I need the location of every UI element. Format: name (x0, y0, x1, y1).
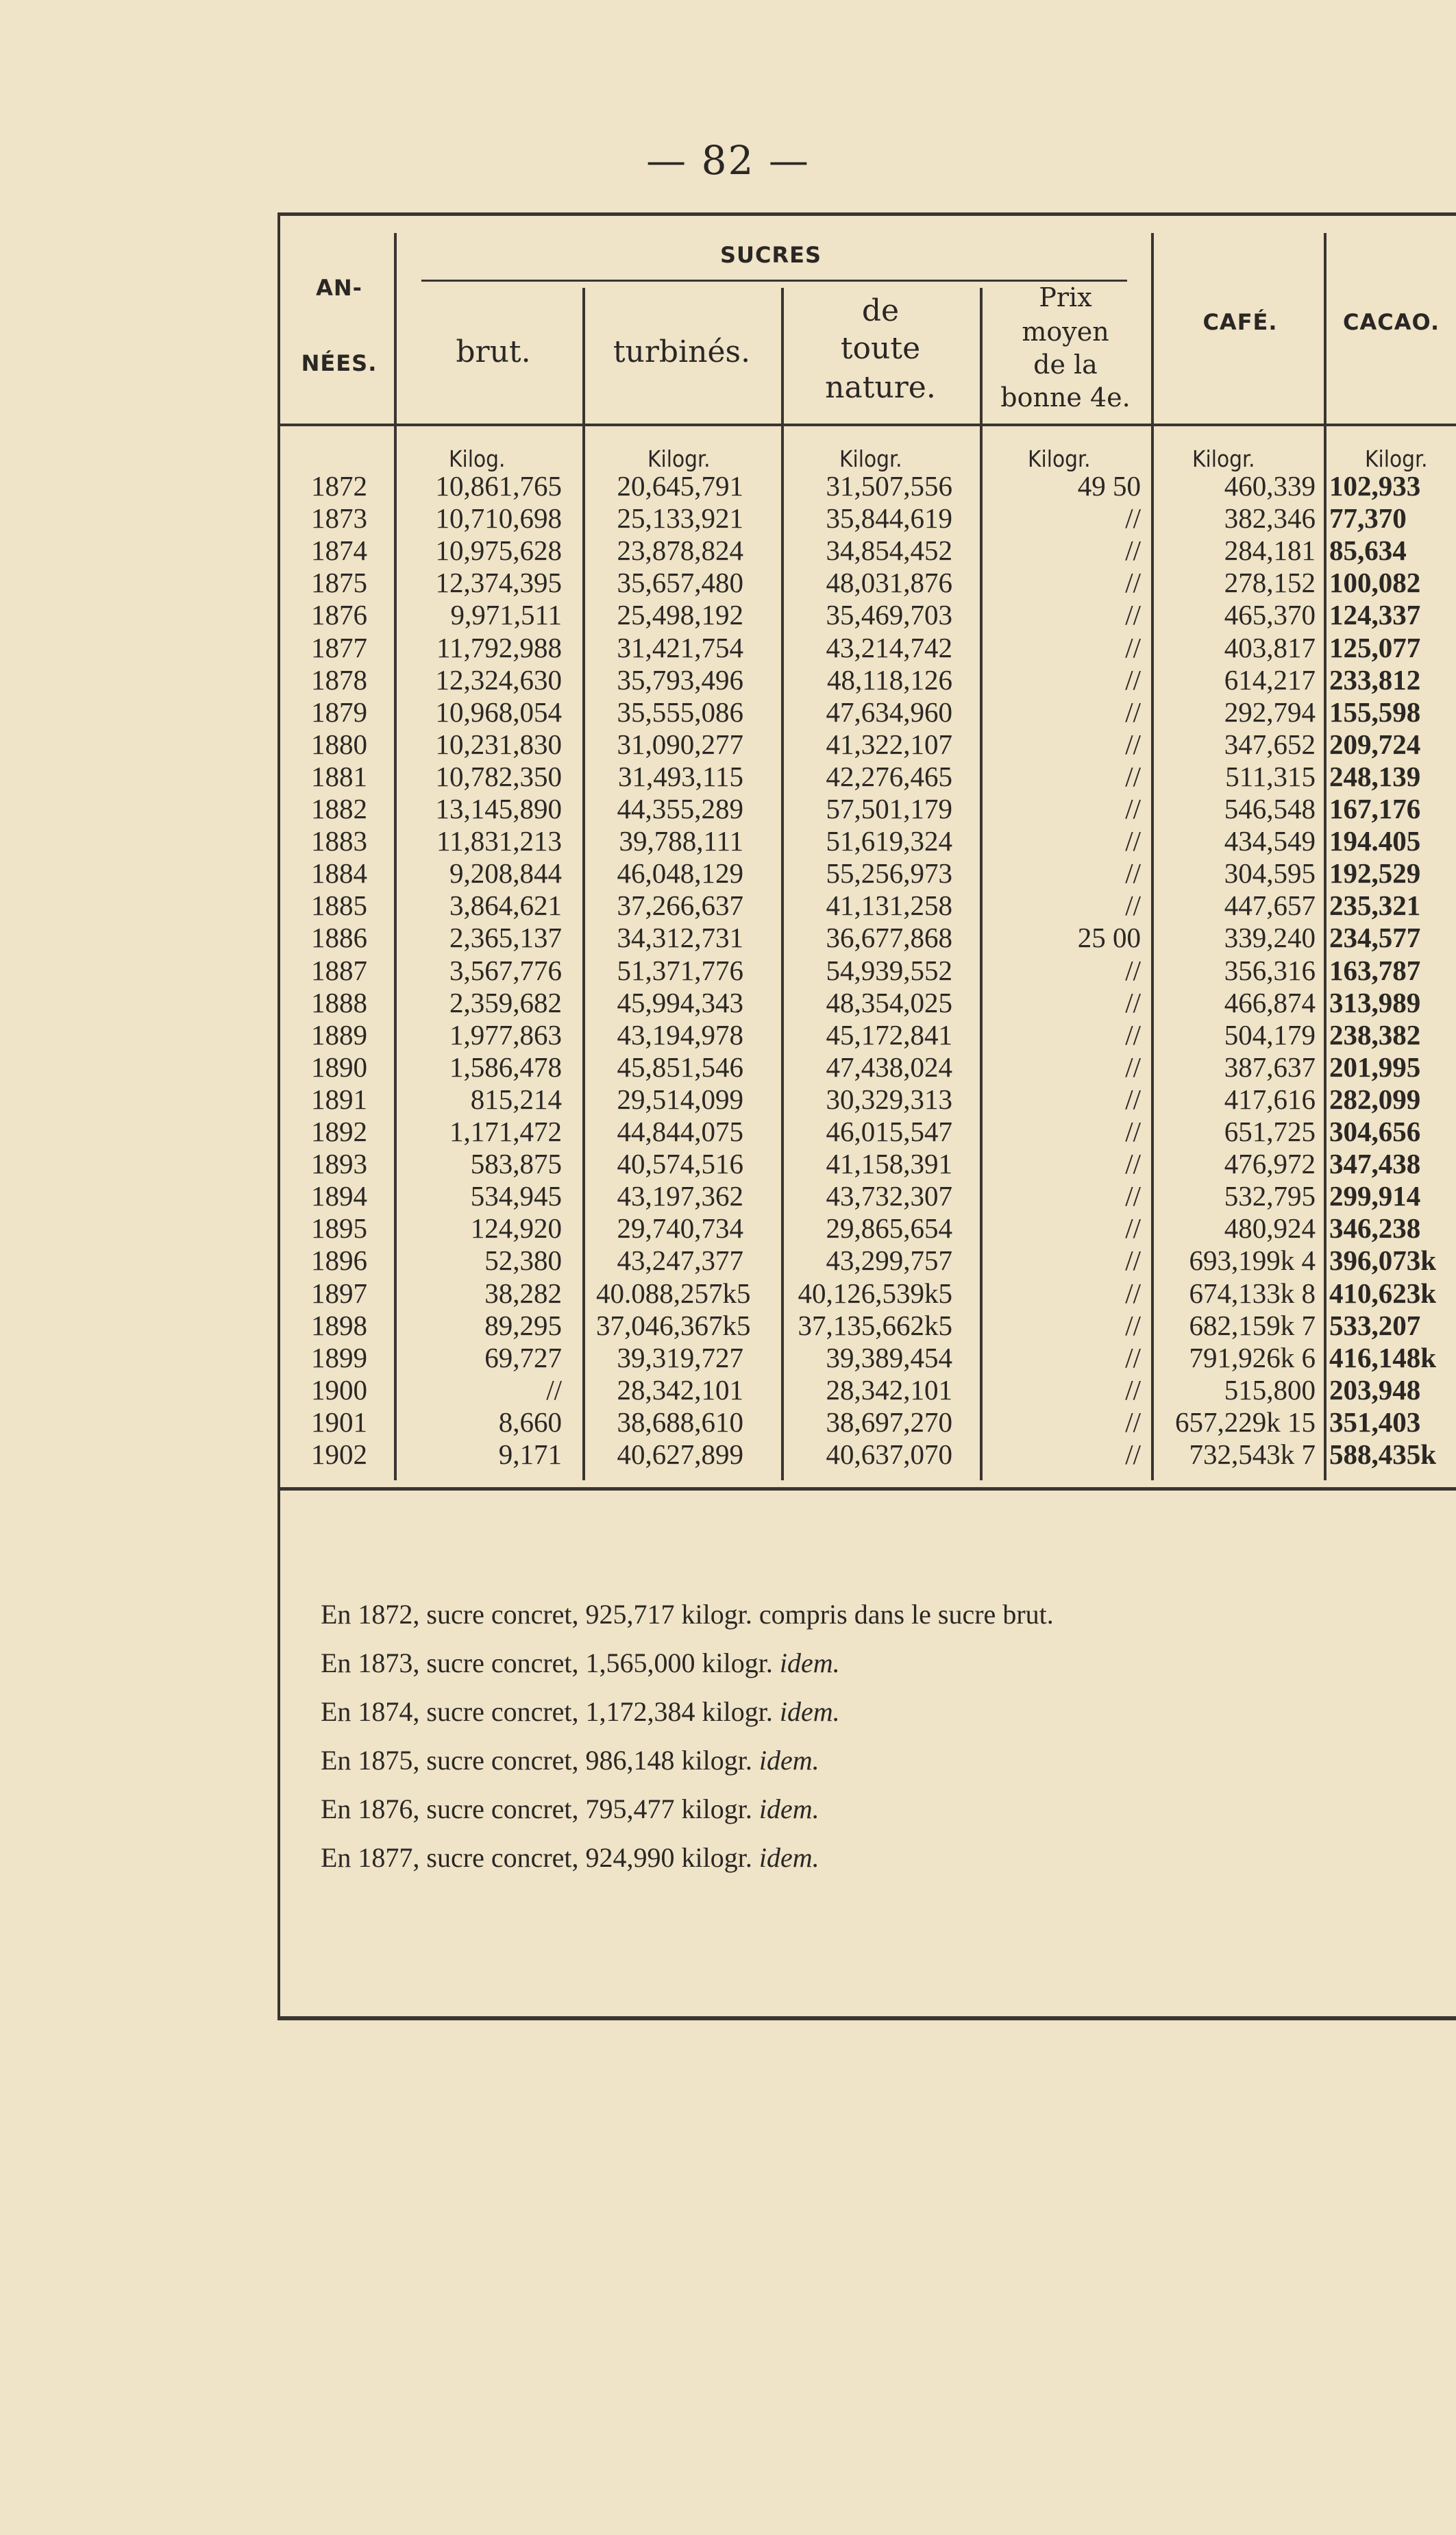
cell-cacao: 85,634 (1329, 535, 1407, 567)
footnote-emphasis: idem. (758, 1842, 819, 1873)
table-row (0, 955, 1456, 987)
table-row (0, 599, 1456, 631)
footnote-line (321, 1736, 1054, 1785)
cell-cafe: 356,316 (1224, 954, 1316, 986)
cell-prix: 49 50 (1077, 470, 1141, 502)
cell-turbines: 35,793,496 (617, 663, 743, 696)
table-row (0, 535, 1456, 567)
cell-turbines: 31,421,754 (617, 631, 743, 663)
footnote-text: En 1876, sucre concret, 795,477 kilogr. (321, 1793, 759, 1824)
cell-cacao: 100,082 (1329, 567, 1421, 599)
table-row (0, 502, 1456, 535)
footnote-line (321, 1590, 1054, 1639)
cell-brut: 9,971,511 (450, 599, 562, 631)
table-row (0, 1342, 1456, 1374)
cell-year: 1883 (311, 825, 367, 857)
cell-brut: 3,864,621 (449, 890, 562, 922)
cell-year: 1886 (311, 922, 367, 954)
cell-turbines: 35,657,480 (617, 567, 743, 599)
cell-year: 1875 (311, 567, 367, 599)
cell-toute: 45,172,841 (826, 1018, 952, 1051)
cell-turbines: 35,555,086 (617, 696, 743, 728)
cell-toute: 47,438,024 (826, 1051, 952, 1083)
cell-prix: 25 00 (1077, 922, 1141, 954)
cell-toute: 57,501,179 (826, 793, 952, 824)
cell-brut: 1,586,478 (449, 1051, 562, 1083)
cell-toute: 35,844,619 (826, 502, 952, 535)
cell-prix: // (1125, 1018, 1141, 1051)
table-row (0, 1083, 1456, 1116)
cell-prix: // (1125, 1083, 1141, 1115)
cell-year: 1902 (311, 1438, 367, 1470)
cell-turbines: 44,844,075 (617, 1116, 743, 1147)
cell-turbines: 23,878,824 (617, 535, 743, 567)
cell-cafe: 682,159k 7 (1189, 1309, 1316, 1341)
cell-cafe: 515,800 (1224, 1373, 1316, 1406)
cell-year: 1896 (311, 1245, 367, 1277)
cell-turbines: 46,048,129 (617, 857, 743, 890)
page-number: — 82 — (646, 137, 810, 184)
header-prix-l4: bonne 4e. (1000, 382, 1131, 413)
cell-cafe: 511,315 (1225, 760, 1316, 792)
cell-cacao: 124,337 (1329, 599, 1421, 631)
header-brut: brut. (456, 334, 531, 369)
cell-year: 1891 (311, 1083, 367, 1115)
cell-year: 1874 (311, 535, 367, 567)
cell-cacao: 346,238 (1329, 1212, 1421, 1245)
header-annees-top: AN- (316, 275, 362, 301)
cell-turbines: 40,627,899 (617, 1438, 743, 1470)
cell-turbines: 45,851,546 (617, 1051, 743, 1083)
table-row (0, 696, 1456, 728)
cell-turbines: 39,319,727 (617, 1341, 743, 1373)
header-toute-l2: toute (840, 331, 921, 366)
cell-brut: 69,727 (484, 1341, 562, 1373)
cell-turbines: 38,688,610 (617, 1406, 743, 1438)
unit-cacao: Kilogr. (1365, 445, 1428, 472)
cell-turbines: 51,371,776 (617, 954, 743, 986)
cell-cafe: 651,725 (1224, 1116, 1316, 1147)
cell-cafe: 614,217 (1224, 663, 1316, 696)
cell-year: 1890 (311, 1051, 367, 1083)
table-row (0, 632, 1456, 664)
unit-brut: Kilog. (449, 445, 506, 472)
footnote-emphasis: idem. (779, 1648, 840, 1678)
cell-cacao: 235,321 (1329, 890, 1421, 922)
cell-turbines: 40.088,257k5 (596, 1277, 751, 1309)
cell-brut: 11,831,213 (436, 825, 562, 857)
cell-toute: 42,276,465 (826, 760, 952, 792)
cell-turbines: 29,740,734 (617, 1212, 743, 1245)
cell-year: 1882 (311, 793, 367, 824)
cell-cafe: 546,548 (1224, 793, 1316, 824)
cell-brut: 815,214 (470, 1083, 562, 1115)
table-row (0, 1051, 1456, 1083)
cell-turbines: 45,994,343 (617, 986, 743, 1018)
cell-prix: // (1125, 890, 1141, 922)
table-row (0, 728, 1456, 761)
table-row (0, 761, 1456, 793)
cell-prix: // (1125, 535, 1141, 567)
cell-brut: 12,324,630 (435, 663, 562, 696)
cell-cacao: 234,577 (1329, 922, 1421, 954)
cell-cafe: 476,972 (1224, 1148, 1316, 1180)
cell-toute: 40,126,539k5 (798, 1277, 952, 1309)
cell-brut: // (546, 1373, 562, 1406)
cell-prix: // (1125, 1051, 1141, 1083)
cell-cacao: 410,623k (1329, 1277, 1437, 1309)
footnote-text: En 1872, sucre concret, 925,717 kilogr. compris dans le sucre brut. (321, 1599, 1054, 1630)
cell-brut: 9,171 (498, 1438, 562, 1470)
table-row (0, 922, 1456, 954)
cell-brut: 3,567,776 (449, 954, 562, 986)
cell-toute: 46,015,547 (826, 1116, 952, 1147)
cell-toute: 51,619,324 (826, 825, 952, 857)
table-bottom-rule (277, 1487, 1456, 1491)
cell-prix: // (1125, 599, 1141, 631)
cell-brut: 89,295 (484, 1309, 562, 1341)
unit-toute: Kilogr. (839, 445, 902, 472)
cell-toute: 28,342,101 (826, 1373, 952, 1406)
cell-prix: // (1125, 1309, 1141, 1341)
cell-cacao: 533,207 (1329, 1309, 1421, 1341)
table-row (0, 1019, 1456, 1051)
cell-cacao: 155,598 (1329, 696, 1421, 728)
header-prix-l1: Prix (1039, 282, 1092, 313)
header-toute-l3: nature. (825, 370, 936, 405)
cell-cafe: 292,794 (1224, 696, 1316, 728)
cell-toute: 41,158,391 (826, 1148, 952, 1180)
cell-year: 1877 (311, 631, 367, 663)
cell-cafe: 387,637 (1224, 1051, 1316, 1083)
cell-cacao: 77,370 (1329, 502, 1407, 535)
cell-prix: // (1125, 728, 1141, 760)
cell-turbines: 37,046,367k5 (596, 1309, 751, 1341)
cell-prix: // (1125, 502, 1141, 535)
table-row (0, 1438, 1456, 1471)
cell-toute: 48,031,876 (826, 567, 952, 599)
cell-year: 1897 (311, 1277, 367, 1309)
cell-toute: 43,214,742 (826, 631, 952, 663)
table-row (0, 1116, 1456, 1148)
cell-year: 1876 (311, 599, 367, 631)
cell-cafe: 382,346 (1224, 502, 1316, 535)
cell-prix: // (1125, 1277, 1141, 1309)
cell-year: 1898 (311, 1309, 367, 1341)
cell-prix: // (1125, 1373, 1141, 1406)
cell-cafe: 284,181 (1224, 535, 1316, 567)
cell-turbines: 28,342,101 (617, 1373, 743, 1406)
header-cacao: CACAO. (1343, 309, 1440, 335)
cell-toute: 29,865,654 (826, 1212, 952, 1245)
cell-brut: 10,861,765 (435, 470, 562, 502)
cell-turbines: 43,194,978 (617, 1018, 743, 1051)
cell-prix: // (1125, 696, 1141, 728)
cell-cacao: 163,787 (1329, 954, 1421, 986)
cell-cacao: 304,656 (1329, 1116, 1421, 1147)
table-row (0, 1212, 1456, 1245)
cell-prix: // (1125, 663, 1141, 696)
cell-turbines: 34,312,731 (617, 922, 743, 954)
cell-cacao: 282,099 (1329, 1083, 1421, 1115)
cell-toute: 37,135,662k5 (798, 1309, 952, 1341)
cell-toute: 38,697,270 (826, 1406, 952, 1438)
cell-toute: 48,118,126 (827, 663, 952, 696)
cell-toute: 39,389,454 (826, 1341, 952, 1373)
cell-year: 1878 (311, 663, 367, 696)
cell-cacao: 167,176 (1329, 793, 1421, 824)
table-row (0, 1310, 1456, 1342)
cell-prix: // (1125, 760, 1141, 792)
cell-toute: 48,354,025 (826, 986, 952, 1018)
cell-brut: 2,359,682 (449, 986, 562, 1018)
cell-turbines: 43,247,377 (617, 1245, 743, 1277)
footnote-emphasis: idem. (758, 1745, 819, 1776)
cell-prix: // (1125, 986, 1141, 1018)
cell-year: 1885 (311, 890, 367, 922)
cell-cafe: 434,549 (1224, 825, 1316, 857)
cell-cacao: 192,529 (1329, 857, 1421, 890)
cell-turbines: 29,514,099 (617, 1083, 743, 1115)
cell-cafe: 504,179 (1224, 1018, 1316, 1051)
table-row (0, 1148, 1456, 1180)
footnote-text: En 1873, sucre concret, 1,565,000 kilogr. (321, 1648, 780, 1678)
cell-cafe: 674,133k 8 (1189, 1277, 1316, 1309)
cell-cafe: 339,240 (1224, 922, 1316, 954)
cell-turbines: 44,355,289 (617, 793, 743, 824)
unit-cafe: Kilogr. (1192, 445, 1255, 472)
header-cafe: CAFÉ. (1202, 309, 1278, 335)
cell-cafe: 447,657 (1224, 890, 1316, 922)
cell-brut: 1,171,472 (449, 1116, 562, 1147)
cell-turbines: 43,197,362 (617, 1180, 743, 1212)
cell-cafe: 657,229k 15 (1175, 1406, 1316, 1438)
cell-prix: // (1125, 631, 1141, 663)
table-row (0, 825, 1456, 857)
cell-cacao: 125,077 (1329, 631, 1421, 663)
footnote-text: En 1875, sucre concret, 986,148 kilogr. (321, 1745, 759, 1776)
cell-brut: 124,920 (470, 1212, 562, 1245)
cell-toute: 55,256,973 (826, 857, 952, 890)
cell-toute: 41,322,107 (826, 728, 952, 760)
table-row (0, 1406, 1456, 1438)
cell-cacao: 238,382 (1329, 1018, 1421, 1051)
table-row (0, 1374, 1456, 1406)
cell-brut: 583,875 (470, 1148, 562, 1180)
cell-cafe: 791,926k 6 (1189, 1341, 1316, 1373)
cell-turbines: 39,788,111 (619, 825, 743, 857)
unit-turbines: Kilogr. (647, 445, 711, 472)
cell-toute: 43,732,307 (826, 1180, 952, 1212)
cell-cacao: 416,148k (1329, 1341, 1437, 1373)
cell-brut: 12,374,395 (435, 567, 562, 599)
cell-cacao: 194.405 (1329, 825, 1421, 857)
cell-turbines: 37,266,637 (617, 890, 743, 922)
cell-brut: 10,782,350 (435, 760, 562, 792)
cell-brut: 38,282 (484, 1277, 562, 1309)
cell-toute: 43,299,757 (826, 1245, 952, 1277)
footnote-emphasis: idem. (779, 1696, 840, 1727)
cell-year: 1872 (311, 470, 367, 502)
cell-prix: // (1125, 825, 1141, 857)
cell-brut: 52,380 (484, 1245, 562, 1277)
cell-turbines: 25,133,921 (617, 502, 743, 535)
table-row (0, 890, 1456, 922)
cell-year: 1880 (311, 728, 367, 760)
cell-brut: 11,792,988 (436, 631, 562, 663)
cell-cafe: 347,652 (1224, 728, 1316, 760)
table-row (0, 987, 1456, 1019)
cell-toute: 47,634,960 (826, 696, 952, 728)
cell-cafe: 732,543k 7 (1189, 1438, 1316, 1470)
cell-prix: // (1125, 793, 1141, 824)
cell-brut: 534,945 (470, 1180, 562, 1212)
cell-brut: 2,365,137 (449, 922, 562, 954)
cell-turbines: 31,090,277 (617, 728, 743, 760)
cell-prix: // (1125, 1245, 1141, 1277)
cell-cacao: 588,435k (1329, 1438, 1437, 1470)
footnotes (321, 1590, 1054, 1882)
cell-cafe: 465,370 (1224, 599, 1316, 631)
cell-toute: 40,637,070 (826, 1438, 952, 1470)
header-prix-l2: moyen (1022, 317, 1109, 347)
cell-year: 1889 (311, 1018, 367, 1051)
table-row (0, 857, 1456, 890)
table-row (0, 470, 1456, 502)
unit-prix: Kilogr. (1028, 445, 1091, 472)
footnote-emphasis: idem. (758, 1793, 819, 1824)
footnote-text: En 1874, sucre concret, 1,172,384 kilogr. (321, 1696, 780, 1727)
cell-cafe: 480,924 (1224, 1212, 1316, 1245)
cell-toute: 35,469,703 (826, 599, 952, 631)
cell-year: 1892 (311, 1116, 367, 1147)
table-row (0, 1180, 1456, 1212)
header-turbines: turbinés. (613, 334, 751, 369)
cell-brut: 10,710,698 (435, 502, 562, 535)
cell-toute: 30,329,313 (826, 1083, 952, 1115)
cell-turbines: 40,574,516 (617, 1148, 743, 1180)
cell-brut: 8,660 (498, 1406, 562, 1438)
cell-prix: // (1125, 954, 1141, 986)
cell-prix: // (1125, 1341, 1141, 1373)
footnote-line (321, 1687, 1054, 1736)
table-row (0, 1277, 1456, 1310)
table-row (0, 1245, 1456, 1277)
cell-cacao: 201,995 (1329, 1051, 1421, 1083)
cell-cacao: 233,812 (1329, 663, 1421, 696)
cell-year: 1884 (311, 857, 367, 890)
cell-year: 1901 (311, 1406, 367, 1438)
cell-year: 1893 (311, 1148, 367, 1180)
cell-cacao: 248,139 (1329, 760, 1421, 792)
cell-prix: // (1125, 1406, 1141, 1438)
cell-cacao: 351,403 (1329, 1406, 1421, 1438)
cell-cacao: 102,933 (1329, 470, 1421, 502)
cell-year: 1881 (311, 760, 367, 792)
cell-cafe: 304,595 (1224, 857, 1316, 890)
cell-turbines: 31,493,115 (618, 760, 743, 792)
cell-year: 1894 (311, 1180, 367, 1212)
cell-cacao: 209,724 (1329, 728, 1421, 760)
cell-prix: // (1125, 1148, 1141, 1180)
header-annees-bottom: NÉES. (301, 350, 378, 376)
cell-year: 1873 (311, 502, 367, 535)
footnote-line (321, 1639, 1054, 1687)
footnote-text: En 1877, sucre concret, 924,990 kilogr. (321, 1842, 759, 1873)
cell-year: 1900 (311, 1373, 367, 1406)
cell-cafe: 278,152 (1224, 567, 1316, 599)
cell-brut: 9,208,844 (449, 857, 562, 890)
cell-turbines: 25,498,192 (617, 599, 743, 631)
cell-brut: 10,975,628 (435, 535, 562, 567)
cell-toute: 31,507,556 (826, 470, 952, 502)
cell-year: 1899 (311, 1341, 367, 1373)
cell-cafe: 417,616 (1224, 1083, 1316, 1115)
cell-prix: // (1125, 567, 1141, 599)
cell-year: 1887 (311, 954, 367, 986)
cell-brut: 10,968,054 (435, 696, 562, 728)
footnote-line (321, 1785, 1054, 1833)
cell-prix: // (1125, 1116, 1141, 1147)
cell-cafe: 466,874 (1224, 986, 1316, 1018)
cell-cacao: 313,989 (1329, 986, 1421, 1018)
cell-cafe: 532,795 (1224, 1180, 1316, 1212)
cell-year: 1888 (311, 986, 367, 1018)
cell-cafe: 693,199k 4 (1189, 1245, 1316, 1277)
cell-cafe: 460,339 (1224, 470, 1316, 502)
table-row (0, 664, 1456, 696)
cell-prix: // (1125, 1438, 1141, 1470)
cell-turbines: 20,645,791 (617, 470, 743, 502)
cell-cacao: 203,948 (1329, 1373, 1421, 1406)
header-prix-l3: de la (1033, 350, 1098, 380)
cell-cafe: 403,817 (1224, 631, 1316, 663)
cell-brut: 1,977,863 (449, 1018, 562, 1051)
header-sucres: SUCRES (719, 242, 822, 268)
header-toute-l1: de (861, 293, 900, 328)
cell-brut: 10,231,830 (435, 728, 562, 760)
cell-toute: 34,854,452 (826, 535, 952, 567)
header-bottom-rule (277, 424, 1456, 426)
cell-brut: 13,145,890 (435, 793, 562, 824)
footnote-line (321, 1833, 1054, 1882)
cell-prix: // (1125, 1180, 1141, 1212)
cell-prix: // (1125, 857, 1141, 890)
cell-toute: 36,677,868 (826, 922, 952, 954)
cell-toute: 41,131,258 (826, 890, 952, 922)
cell-year: 1879 (311, 696, 367, 728)
table-row (0, 793, 1456, 825)
cell-cacao: 347,438 (1329, 1148, 1421, 1180)
cell-toute: 54,939,552 (826, 954, 952, 986)
cell-prix: // (1125, 1212, 1141, 1245)
cell-year: 1895 (311, 1212, 367, 1245)
table-row (0, 567, 1456, 599)
cell-cacao: 299,914 (1329, 1180, 1421, 1212)
cell-cacao: 396,073k (1329, 1245, 1437, 1277)
